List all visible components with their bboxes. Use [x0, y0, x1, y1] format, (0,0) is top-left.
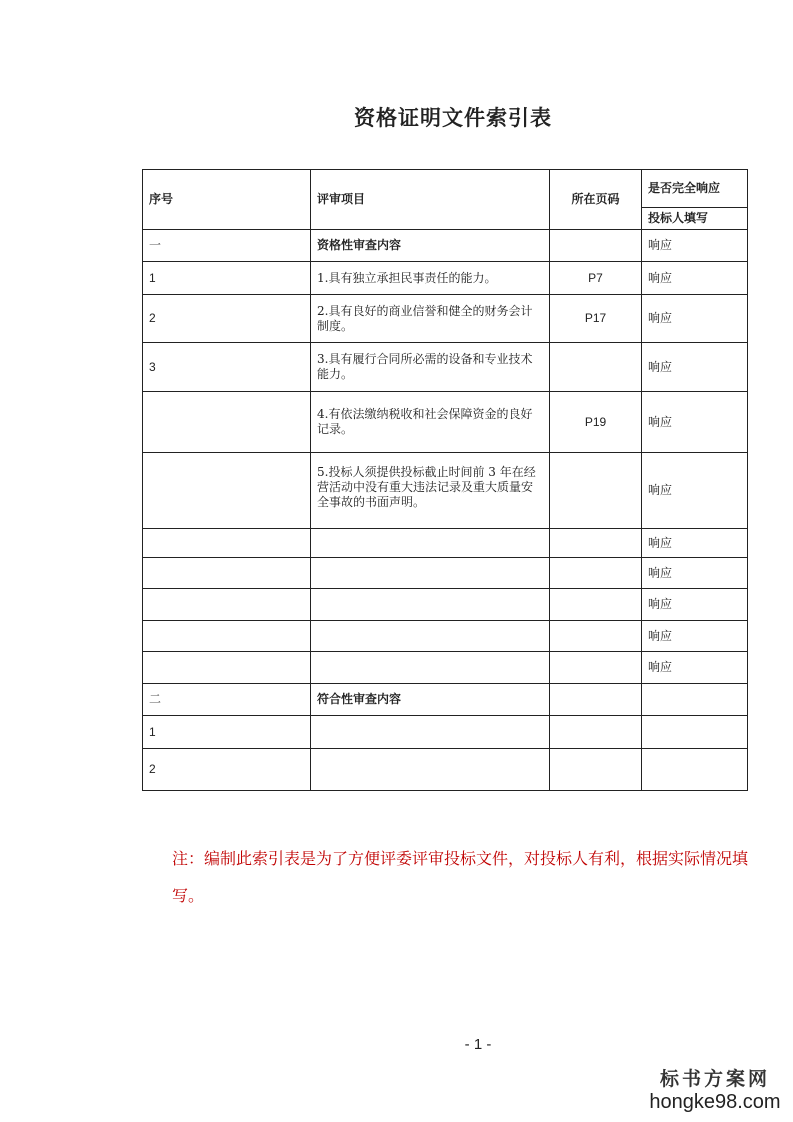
row-no: 一 [143, 230, 311, 262]
row-page [550, 749, 642, 791]
table-row [143, 343, 748, 392]
row-page [550, 652, 642, 684]
row-response: 响应 [642, 230, 748, 262]
row-page: P7 [550, 262, 642, 295]
row-response: 响应 [642, 621, 748, 652]
watermark [644, 1064, 786, 1114]
row-no [143, 589, 311, 621]
watermark-en: hongke98.com [649, 1091, 781, 1113]
table-row [143, 529, 748, 558]
header-response-bottom: 投标人填写 [642, 208, 748, 230]
row-item [311, 621, 550, 652]
row-page [550, 230, 642, 262]
page-number: - 1 - [464, 1036, 492, 1053]
row-response: 响应 [642, 529, 748, 558]
table-row [143, 453, 748, 529]
row-item: 资格性审查内容 [311, 230, 550, 262]
row-no: 2 [143, 295, 311, 343]
row-item [311, 749, 550, 791]
header-item: 评审项目 [311, 170, 550, 230]
row-response [642, 684, 748, 716]
table-row [143, 589, 748, 621]
row-item [311, 589, 550, 621]
row-no [143, 621, 311, 652]
table-row [143, 749, 748, 791]
row-no: 二 [143, 684, 311, 716]
qualification-index-table [142, 169, 748, 791]
row-response: 响应 [642, 262, 748, 295]
row-item: 2.具有良好的商业信誉和健全的财务会计制度。 [311, 295, 550, 343]
row-item [311, 652, 550, 684]
table-row [143, 652, 748, 684]
row-no [143, 529, 311, 558]
table-header-row [143, 170, 748, 208]
row-no: 3 [143, 343, 311, 392]
table-row [143, 558, 748, 589]
row-item: 3.具有履行合同所必需的设备和专业技术能力。 [311, 343, 550, 392]
row-page: P17 [550, 295, 642, 343]
footnote: 注：编制此索引表是为了方便评委评审投标文件，对投标人有利，根据实际情况填写。 [172, 849, 749, 905]
table-row [143, 295, 748, 343]
row-no [143, 652, 311, 684]
row-page [550, 716, 642, 749]
row-page [550, 684, 642, 716]
row-response [642, 716, 748, 749]
row-item: 1.具有独立承担民事责任的能力。 [311, 262, 550, 295]
document-title: 资格证明文件索引表 [354, 106, 552, 130]
header-page: 所在页码 [550, 170, 642, 230]
table-row [143, 621, 748, 652]
row-response: 响应 [642, 558, 748, 589]
row-page [550, 343, 642, 392]
row-item: 5.投标人须提供投标截止时间前 3 年在经营活动中没有重大违法记录及重大质量安全事故的书面声明。 [311, 453, 550, 529]
header-response-top: 是否完全响应 [642, 170, 748, 208]
row-no: 2 [143, 749, 311, 791]
row-item: 符合性审查内容 [311, 684, 550, 716]
row-item [311, 558, 550, 589]
row-response: 响应 [642, 453, 748, 529]
row-response: 响应 [642, 652, 748, 684]
table-row [143, 262, 748, 295]
row-response [642, 749, 748, 791]
row-response: 响应 [642, 589, 748, 621]
row-page [550, 589, 642, 621]
row-item [311, 716, 550, 749]
row-no: 1 [143, 262, 311, 295]
row-no: 1 [143, 716, 311, 749]
header-no: 序号 [143, 170, 311, 230]
watermark-cn: 标书方案网 [659, 1068, 770, 1090]
row-response: 响应 [642, 392, 748, 453]
table-row [143, 230, 748, 262]
row-item: 4.有依法缴纳税收和社会保障资金的良好记录。 [311, 392, 550, 453]
row-page [550, 453, 642, 529]
row-item [311, 529, 550, 558]
row-no [143, 558, 311, 589]
table-row [143, 716, 748, 749]
table-row [143, 392, 748, 453]
row-no [143, 453, 311, 529]
row-response: 响应 [642, 295, 748, 343]
row-page [550, 621, 642, 652]
row-page [550, 529, 642, 558]
row-response: 响应 [642, 343, 748, 392]
table-row [143, 684, 748, 716]
row-page [550, 558, 642, 589]
row-page: P19 [550, 392, 642, 453]
row-no [143, 392, 311, 453]
